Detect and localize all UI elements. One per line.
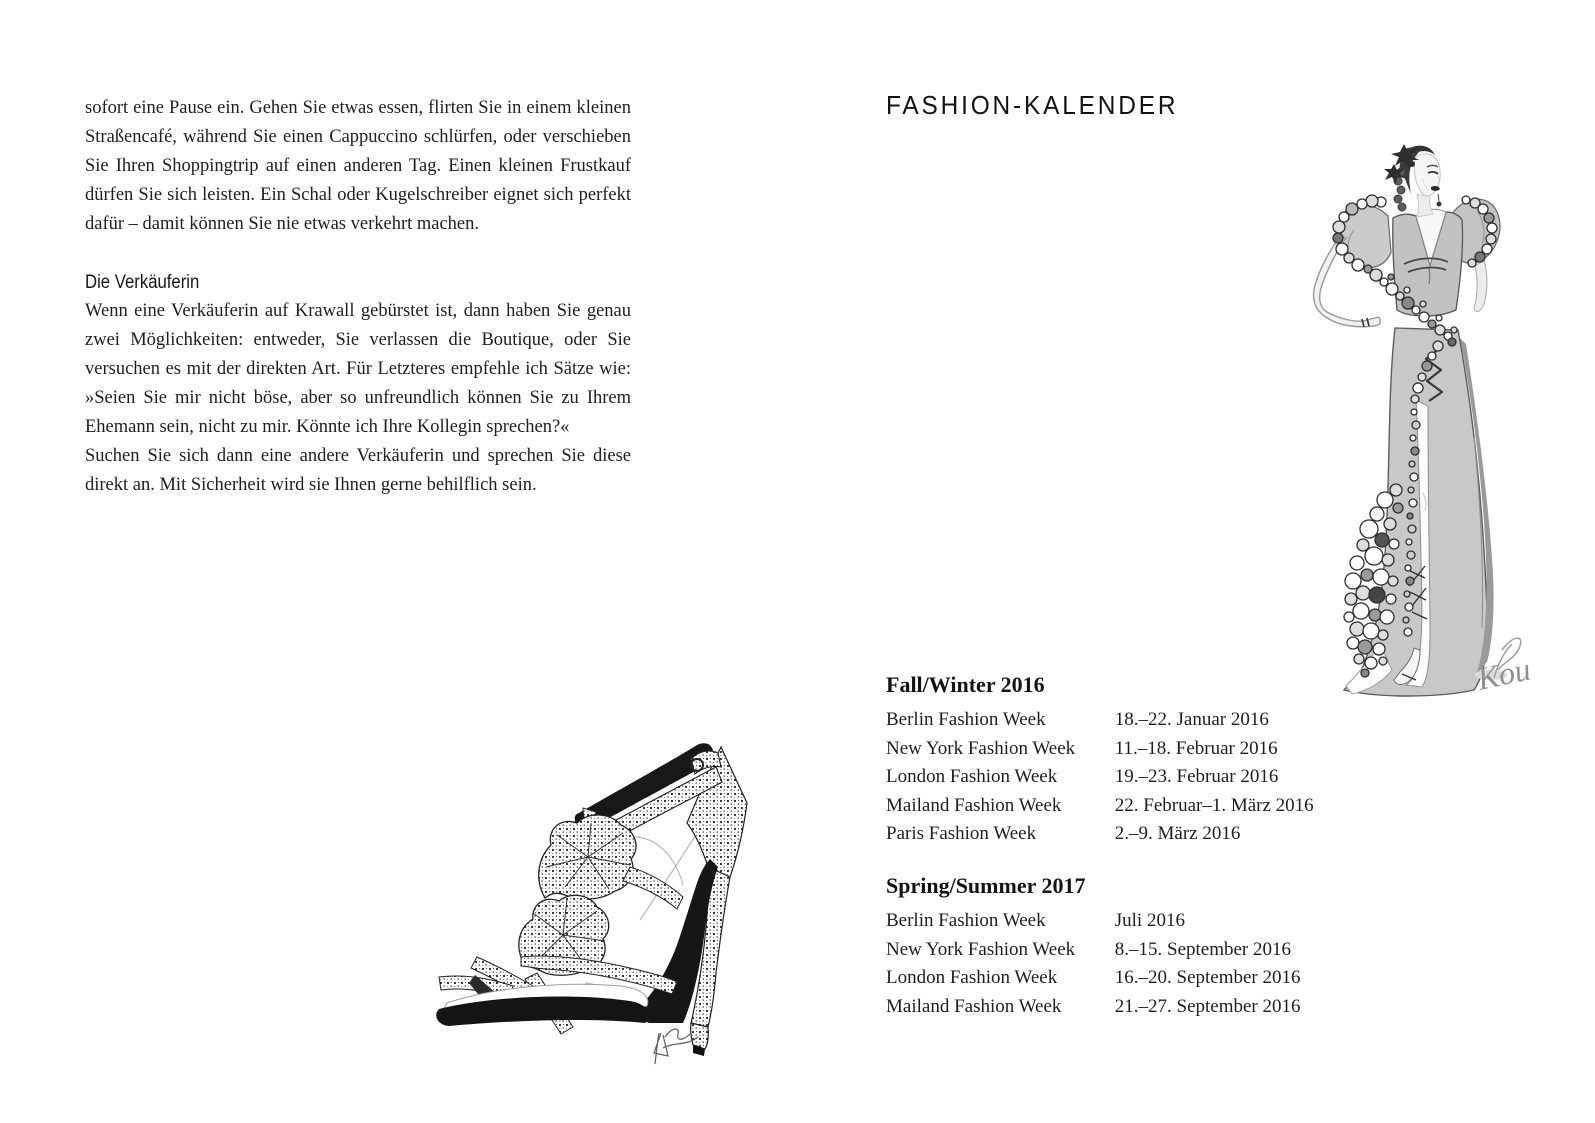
event-name: New York Fashion Week [886,737,1076,759]
event-name: London Fashion Week [886,766,1058,788]
season-heading: Spring/Summer 2017 [886,873,1086,898]
earring [1437,194,1442,207]
high-heel-sandal-illustration [425,715,755,1065]
event-date: 21.–27. September 2016 [1114,995,1301,1017]
body-paragraph: Suchen Sie sich dann eine andere Verkäuferin und sprechen Sie diese direkt an. Mit Sicherheit wird sie Ihnen gerne behilflich sein. [85,446,631,495]
calendar-row [886,820,1314,849]
calendar-section-fall-winter [886,672,1314,849]
event-name: Mailand Fashion Week [886,995,1062,1017]
calendar-row [886,964,1301,993]
event-date: 18.–22. Januar 2016 [1114,709,1269,730]
right-arm [1474,260,1487,311]
evening-gown-model-illustration [1288,138,1538,715]
svg-text:Kou: Kou [1473,650,1534,697]
event-name: London Fashion Week [886,967,1058,989]
event-date: Juli 2016 [1114,910,1185,931]
event-date: 11.–18. Februar 2016 [1114,737,1278,759]
calendar-row [886,706,1314,735]
calendar-row [886,907,1301,936]
sandal-sketch-svg [425,715,755,1065]
event-name: New York Fashion Week [886,938,1076,960]
body-paragraph: Wenn eine Verkäuferin auf Krawall gebürstet ist, dann haben Sie genau zwei Möglichkeiten: entweder, Sie verlassen die Boutique, oder Sie versuchen es mit der direkten Art. Für Letzteres empfehle ich Sätze wie: »Seien Sie mir nicht böse, aber so unfreundlich können Sie zu Ihrem Ehemann sein, nicht zu mir. Könnte ich Ihre Kollegin sprechen?« [85,301,631,437]
event-date: 2.–9. März 2016 [1114,823,1241,845]
event-name: Berlin Fashion Week [886,910,1046,931]
event-date: 19.–23. Februar 2016 [1114,766,1279,788]
shoe-upper-rosette [539,815,636,899]
page-title: FASHION-KALENDER [886,90,1179,120]
season-heading: Fall/Winter 2016 [886,672,1045,697]
calendar-row [886,792,1314,821]
event-date: 22. Februar–1. März 2016 [1114,794,1314,816]
calendar-row [886,763,1314,792]
section-heading: Die Verkäuferin [85,272,200,293]
event-name: Berlin Fashion Week [886,709,1046,730]
calendar-row [886,936,1301,965]
body-paragraph: sofort eine Pause ein. Gehen Sie etwas essen, flirten Sie in einem kleinen Straßencafé, während Sie einen Cappuccino schlürfen, oder verschieben Sie Ihren Shoppingtrip auf einen anderen Tag. Einen kleinen Frustkauf dürfen Sie sich leisten. Ein Schal oder Kugelschreiber eignet sich perfekt dafür – damit können Sie nie etwas verkehrt machen. [85,98,631,234]
calendar-section-spring-summer [886,873,1301,1021]
gown-sketch-svg [1288,138,1538,715]
event-name: Mailand Fashion Week [886,794,1062,816]
event-date: 16.–20. September 2016 [1114,967,1301,989]
event-date: 8.–15. September 2016 [1114,938,1292,960]
calendar-row [886,993,1301,1022]
event-name: Paris Fashion Week [886,823,1037,845]
calendar-row [886,735,1314,764]
left-page-text-block [85,94,631,500]
